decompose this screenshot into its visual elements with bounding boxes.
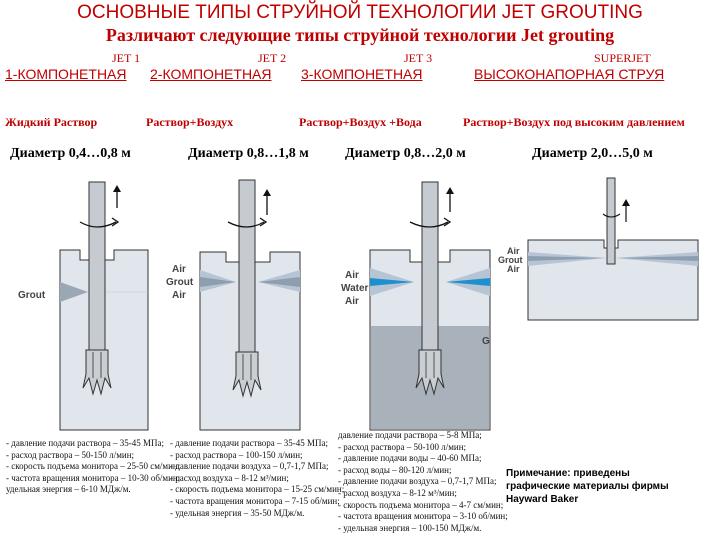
param-line: - давление подачи воздуха – 0,7-1,7 МПа; <box>170 461 329 472</box>
jet-type-4: SUPERJET <box>594 51 651 65</box>
param-line: - частота вращения монитора – 10-30 об/мин; <box>6 472 181 483</box>
param-line: давление подачи раствора – 5-8 МПа; <box>338 430 482 440</box>
note-line: Примечание: приведены <box>506 468 630 479</box>
param-line: - расход воздуха – 8-12 м³/мин; <box>338 487 457 498</box>
drill-pipe <box>89 182 105 350</box>
param-line: - расход воздуха – 8-12 м³/мин; <box>170 472 289 483</box>
mix-label-1: Жидкий Раствор <box>5 115 98 129</box>
drill-pipe <box>607 178 615 264</box>
params-jet3 <box>338 430 508 534</box>
component-label-2: 2-КОМПОНЕТНАЯ <box>150 66 272 82</box>
diameter-label-3: Диаметр 0,8…2,0 м <box>345 146 466 161</box>
param-line: удельная энергия – 6-10 МДж/м. <box>6 484 131 495</box>
diagram-superjet <box>528 178 698 320</box>
params-jet1 <box>6 438 180 496</box>
diagram-label-air: Air <box>507 264 520 274</box>
jet-type-3: JET 3 <box>404 51 433 65</box>
diameter-label-4: Диаметр 2,0…5,0 м <box>532 146 653 161</box>
diagram-jet1 <box>60 182 148 430</box>
param-line: - давление подачи воды – 40-60 МПа; <box>338 453 482 464</box>
mix-label-4: Раствор+Воздух под высоким давлением <box>463 115 685 129</box>
jet-type-1: JET 1 <box>112 51 141 65</box>
drill-pipe <box>422 182 438 350</box>
param-line: - удельная энергия – 100-150 МДж/м. <box>338 522 482 533</box>
diagram-label-air: Air <box>345 270 359 281</box>
diagram-label-grout: G <box>482 336 490 347</box>
diameter-label-1: Диаметр 0,4…0,8 м <box>10 146 131 161</box>
diameter-label-2: Диаметр 0,8…1,8 м <box>188 146 309 161</box>
param-line: - скорость подъема монитора – 4-7 см/мин; <box>338 499 504 510</box>
param-line: - удельная энергия – 35-50 МДж/м. <box>170 507 305 518</box>
diagram-jet3 <box>370 182 490 430</box>
diagram-jet2 <box>200 180 300 430</box>
param-line: - частота вращения монитора – 7-15 об/мин; <box>170 495 340 506</box>
component-label-3: 3-КОМПОНЕТНАЯ <box>301 66 423 82</box>
param-line: - расход раствора – 50-100 л/мин; <box>338 441 467 452</box>
param-line: - давление подачи раствора – 35-45 МПа; <box>170 438 329 448</box>
note-line: Hayward Baker <box>506 494 579 505</box>
page-title: ОСНОВНЫЕ ТИПЫ СТРУЙНОЙ ТЕХНОЛОГИИ JET GROUTING <box>77 2 643 23</box>
diagram-label-air: Air <box>507 246 520 256</box>
params-jet2 <box>170 438 344 519</box>
diagram-label-air: Air <box>172 290 186 301</box>
drill-pipe <box>239 180 255 352</box>
param-line: - скорость подъема монитора – 25-50 см/мин; <box>6 461 181 472</box>
param-line: - расход раствора – 50-150 л/мин; <box>6 449 135 460</box>
diagram-label-air: Air <box>345 296 359 307</box>
note-line: графические материалы фирмы <box>506 481 669 492</box>
param-line: - расход раствора – 100-150 л/мин; <box>170 449 303 460</box>
param-line: - скорость подъема монитора – 15-25 см/мин; <box>170 484 345 495</box>
param-line: - расход воды – 80-120 л/мин; <box>338 464 452 475</box>
component-label-4: ВЫСОКОНАПОРНАЯ СТРУЯ <box>474 66 665 82</box>
param-line: - давление подачи раствора – 35-45 МПа; <box>6 438 165 448</box>
jet-type-2: JET 2 <box>258 51 287 65</box>
component-label-1: 1-КОМПОНЕТНАЯ <box>5 66 127 82</box>
param-line: - давление подачи воздуха – 0,7-1,7 МПа; <box>338 476 497 487</box>
diagram-label-grout: Grout <box>166 277 194 288</box>
mix-label-3: Раствор+Воздух +Вода <box>299 115 422 129</box>
diagram-label-grout: Grout <box>18 290 46 301</box>
diagram-label-water: Water <box>341 283 369 294</box>
diagram-label-air: Air <box>172 264 186 275</box>
jet-diagrams <box>0 160 720 432</box>
source-note <box>506 467 669 506</box>
param-line: - частота вращения монитора – 3-10 об/мин; <box>338 511 508 522</box>
page-subtitle: Различают следующие типы струйной технологии Jet grouting <box>105 25 615 45</box>
diagram-label-grout: Grout <box>498 255 523 265</box>
mix-label-2: Раствор+Воздух <box>146 115 234 129</box>
